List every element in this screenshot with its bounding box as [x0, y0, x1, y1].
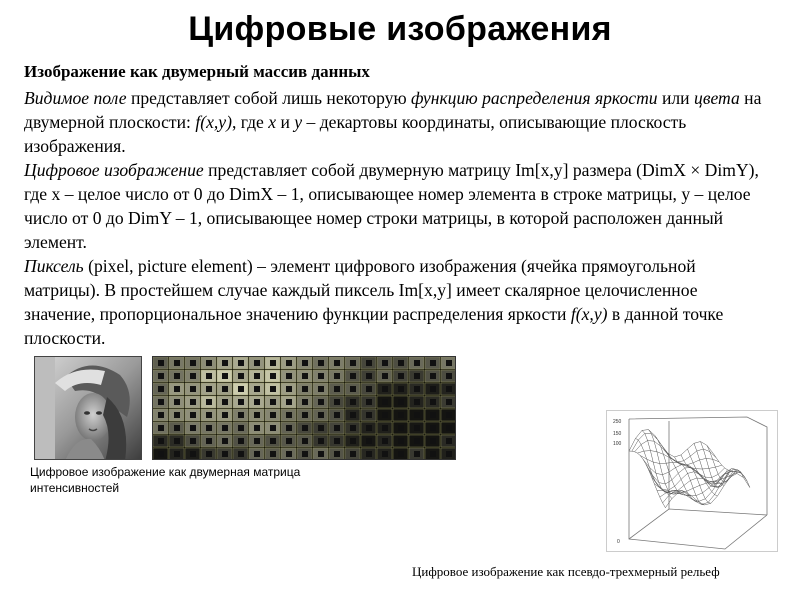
matrix-cell-marker [190, 373, 196, 379]
paragraph-pixel [24, 254, 764, 350]
matrix-cell-marker [414, 373, 420, 379]
matrix-cell-marker [334, 399, 340, 405]
matrix-cell-marker [190, 386, 196, 392]
lena-photo [34, 356, 142, 460]
text-span: представляет собой двумерную матрицу Im[x,y] размера (DimX × DimY), где x – целое число от 0 до DimX – 1, описывающее номер элемента в строке матрицы, y – целое число от 0 до DimY – 1, описывающее номер строки матрицы, в которой расположен данный элемент. [24, 160, 759, 252]
matrix-cell-marker [398, 425, 404, 431]
formula-fxy: f(x,y) [195, 112, 232, 132]
matrix-cell-marker [286, 412, 292, 418]
matrix-cell-marker [174, 412, 180, 418]
matrix-cell-marker [302, 425, 308, 431]
slide-body-text [24, 86, 764, 350]
matrix-cell-marker [398, 399, 404, 405]
matrix-cell-marker [270, 412, 276, 418]
matrix-cell-marker [174, 451, 180, 457]
matrix-cell-marker [446, 399, 452, 405]
matrix-cell-marker [158, 386, 164, 392]
text-span: – декартовы координаты, описывающие плоскость изображения. [24, 112, 687, 156]
matrix-cell-marker [222, 438, 228, 444]
pixel-matrix-image [152, 356, 456, 460]
matrix-cell-marker [318, 438, 324, 444]
matrix-cell-marker [206, 451, 212, 457]
matrix-cell-marker [206, 412, 212, 418]
matrix-cell-marker [190, 451, 196, 457]
matrix-cell-marker [222, 451, 228, 457]
matrix-cell-marker [334, 451, 340, 457]
relief-mesh-line [649, 430, 685, 495]
matrix-cell-marker [350, 399, 356, 405]
matrix-cell-marker [318, 386, 324, 392]
matrix-cell-marker [366, 425, 372, 431]
matrix-cell-marker [270, 386, 276, 392]
matrix-cell-marker [254, 451, 260, 457]
matrix-cell-marker [382, 438, 388, 444]
matrix-cell-marker [366, 451, 372, 457]
caption-matrix: Цифровое изображение как двумерная матрица интенсивностей [30, 465, 301, 495]
formula-fxy: f(x,y) [570, 304, 608, 324]
matrix-cell-marker [158, 438, 164, 444]
lena-photo-graphic [35, 357, 142, 460]
matrix-cell-marker [414, 438, 420, 444]
matrix-cell-marker [206, 438, 212, 444]
matrix-cell-marker [334, 438, 340, 444]
matrix-cell-marker [302, 386, 308, 392]
matrix-cell-marker [190, 399, 196, 405]
matrix-cell-marker [446, 373, 452, 379]
matrix-cell-marker [382, 386, 388, 392]
matrix-cell-marker [158, 412, 164, 418]
relief-mesh-line [629, 430, 714, 457]
matrix-cell-marker [190, 360, 196, 366]
matrix-cell-marker [238, 438, 244, 444]
var-y: y [294, 112, 303, 132]
matrix-cell-marker [446, 451, 452, 457]
matrix-cell-marker [238, 386, 244, 392]
matrix-cell-marker [350, 360, 356, 366]
matrix-cell-marker [334, 360, 340, 366]
matrix-cell-marker [366, 412, 372, 418]
matrix-cell-marker [254, 373, 260, 379]
matrix-cell-marker [174, 425, 180, 431]
matrix-cell-marker [222, 373, 228, 379]
term-color: цвета [694, 88, 740, 108]
matrix-cell-marker [366, 438, 372, 444]
matrix-cell-marker [302, 360, 308, 366]
matrix-cell-marker [430, 451, 436, 457]
matrix-cell-marker [414, 412, 420, 418]
matrix-cell-marker [238, 360, 244, 366]
text-span: представляет собой лишь некоторую [126, 88, 411, 108]
matrix-cell-marker [318, 399, 324, 405]
matrix-cell-marker [430, 399, 436, 405]
matrix-cell-marker [302, 373, 308, 379]
matrix-cell-marker [414, 425, 420, 431]
matrix-cell-marker [270, 360, 276, 366]
matrix-cell-marker [398, 412, 404, 418]
matrix-cell-marker [158, 360, 164, 366]
matrix-cell-marker [430, 425, 436, 431]
matrix-cell-marker [334, 373, 340, 379]
matrix-cell-marker [254, 399, 260, 405]
matrix-cell-marker [446, 425, 452, 431]
text-span: (pixel, picture element) – элемент цифрового изображения (ячейка прямоугольной матрицы). В простейшем случае каждый пиксель Im[x,y] имеет скалярное целочисленное значение, пропорциональное значению функции распределения яркости [24, 256, 698, 324]
relief-mesh-line [681, 455, 717, 496]
matrix-cell-marker [286, 360, 292, 366]
term-pixel: Пиксель [24, 256, 84, 276]
matrix-cell-marker [190, 438, 196, 444]
matrix-cell-marker [286, 399, 292, 405]
matrix-cell-marker [206, 373, 212, 379]
matrix-cell-marker [174, 438, 180, 444]
relief-mesh-line [646, 464, 731, 487]
matrix-cell-marker [318, 360, 324, 366]
matrix-cell-marker [398, 438, 404, 444]
matrix-cell-marker [382, 412, 388, 418]
relief-mesh-line [640, 456, 725, 478]
relief-axis-label: 250 [613, 419, 622, 425]
matrix-cell-marker [334, 386, 340, 392]
matrix-cell-marker [430, 360, 436, 366]
relief-mesh-line [688, 449, 724, 486]
text-span: в данной точке плоскости. [24, 304, 724, 348]
matrix-cell-marker [286, 425, 292, 431]
matrix-cell-marker [430, 373, 436, 379]
matrix-cell-marker [302, 451, 308, 457]
matrix-cell-marker [254, 425, 260, 431]
matrix-cell-marker [414, 360, 420, 366]
matrix-cell-marker [446, 360, 452, 366]
matrix-cell-marker [270, 425, 276, 431]
matrix-cell-marker [446, 438, 452, 444]
matrix-cell-marker [222, 386, 228, 392]
matrix-cell-marker [430, 438, 436, 444]
matrix-cell-marker [366, 399, 372, 405]
matrix-cell-marker [366, 360, 372, 366]
matrix-cell-marker [382, 451, 388, 457]
matrix-cell-marker [222, 399, 228, 405]
matrix-cell-marker [286, 386, 292, 392]
matrix-cell-marker [350, 386, 356, 392]
matrix-cell-marker [302, 399, 308, 405]
matrix-cell-marker [398, 386, 404, 392]
matrix-cell-marker [222, 425, 228, 431]
matrix-cell-marker [238, 412, 244, 418]
matrix-cell-marker [302, 412, 308, 418]
matrix-cell-marker [350, 438, 356, 444]
relief-mesh-line [707, 445, 743, 482]
matrix-cell-marker [350, 373, 356, 379]
matrix-cell-marker [318, 373, 324, 379]
matrix-cell-marker [174, 373, 180, 379]
matrix-cell-marker [446, 386, 452, 392]
matrix-cell-marker [318, 425, 324, 431]
matrix-cell-marker [414, 386, 420, 392]
matrix-cell-marker [398, 360, 404, 366]
matrix-cell-marker [334, 412, 340, 418]
matrix-cell-marker [414, 399, 420, 405]
matrix-cell-marker [254, 412, 260, 418]
matrix-cell-marker [286, 451, 292, 457]
relief-3d-image [606, 410, 778, 552]
matrix-cell-marker [174, 386, 180, 392]
matrix-cell-marker [318, 412, 324, 418]
matrix-cell-marker [238, 451, 244, 457]
term-digital-image: Цифровое изображение [24, 160, 204, 180]
matrix-cell-marker [398, 451, 404, 457]
matrix-cell-marker [350, 412, 356, 418]
matrix-cell-marker [206, 399, 212, 405]
var-x: x [268, 112, 277, 132]
matrix-cell-marker [382, 373, 388, 379]
matrix-cell-marker [254, 438, 260, 444]
relief-axis-label: 150 [613, 431, 622, 437]
matrix-cell-marker [158, 425, 164, 431]
matrix-cell-marker [254, 360, 260, 366]
matrix-cell-marker [238, 373, 244, 379]
matrix-cell-marker [190, 412, 196, 418]
matrix-cell-marker [190, 425, 196, 431]
text-span: и [276, 112, 295, 132]
matrix-cell-marker [334, 425, 340, 431]
caption-relief: Цифровое изображение как псевдо-трехмерный рельеф [412, 564, 720, 579]
matrix-cell-marker [174, 360, 180, 366]
paragraph-digital-image [24, 158, 764, 254]
relief-3d-graphic [607, 411, 778, 552]
matrix-cell-marker [158, 373, 164, 379]
matrix-cell-marker [222, 360, 228, 366]
relief-mesh-line [636, 438, 672, 498]
matrix-cell-marker [254, 386, 260, 392]
matrix-cell-marker [270, 438, 276, 444]
relief-axis-label: 100 [613, 441, 622, 447]
matrix-cell-marker [270, 451, 276, 457]
relief-mesh-line [637, 451, 722, 469]
matrix-cell-marker [238, 399, 244, 405]
matrix-cell-marker [206, 386, 212, 392]
matrix-cell-marker [382, 399, 388, 405]
matrix-cell-marker [270, 399, 276, 405]
matrix-cell-marker [206, 360, 212, 366]
matrix-cell-marker [382, 425, 388, 431]
matrix-cell-marker [430, 412, 436, 418]
matrix-cell-marker [222, 412, 228, 418]
matrix-cell-marker [350, 425, 356, 431]
text-span: , где [231, 112, 269, 132]
matrix-cell-marker [366, 386, 372, 392]
matrix-cell-marker [382, 360, 388, 366]
slide-title: Цифровые изображения [188, 10, 612, 48]
matrix-cell-marker [302, 438, 308, 444]
matrix-cell-marker [174, 399, 180, 405]
matrix-cell-marker [238, 425, 244, 431]
term-brightness-function: функцию распределения яркости [411, 88, 658, 108]
matrix-cell-marker [446, 412, 452, 418]
matrix-cell-marker [158, 399, 164, 405]
matrix-cell-marker [206, 425, 212, 431]
term-visible-field: Видимое поле [24, 88, 127, 108]
matrix-cell-marker [286, 438, 292, 444]
matrix-cell-marker [270, 373, 276, 379]
matrix-cell-marker [318, 451, 324, 457]
matrix-cell-marker [286, 373, 292, 379]
text-span: на двумерной плоскости: [24, 88, 762, 132]
matrix-cell-marker [430, 386, 436, 392]
matrix-cell-marker [366, 373, 372, 379]
text-span: или [657, 88, 695, 108]
slide-subtitle: Изображение как двумерный массив данных [24, 62, 370, 81]
paragraph-visible-field [24, 86, 764, 158]
relief-axis-label: 0 [617, 539, 620, 545]
matrix-cell-marker [158, 451, 164, 457]
pixel-matrix-graphic [153, 357, 456, 460]
matrix-cell-marker [398, 373, 404, 379]
matrix-cell-marker [414, 451, 420, 457]
matrix-cell-marker [350, 451, 356, 457]
